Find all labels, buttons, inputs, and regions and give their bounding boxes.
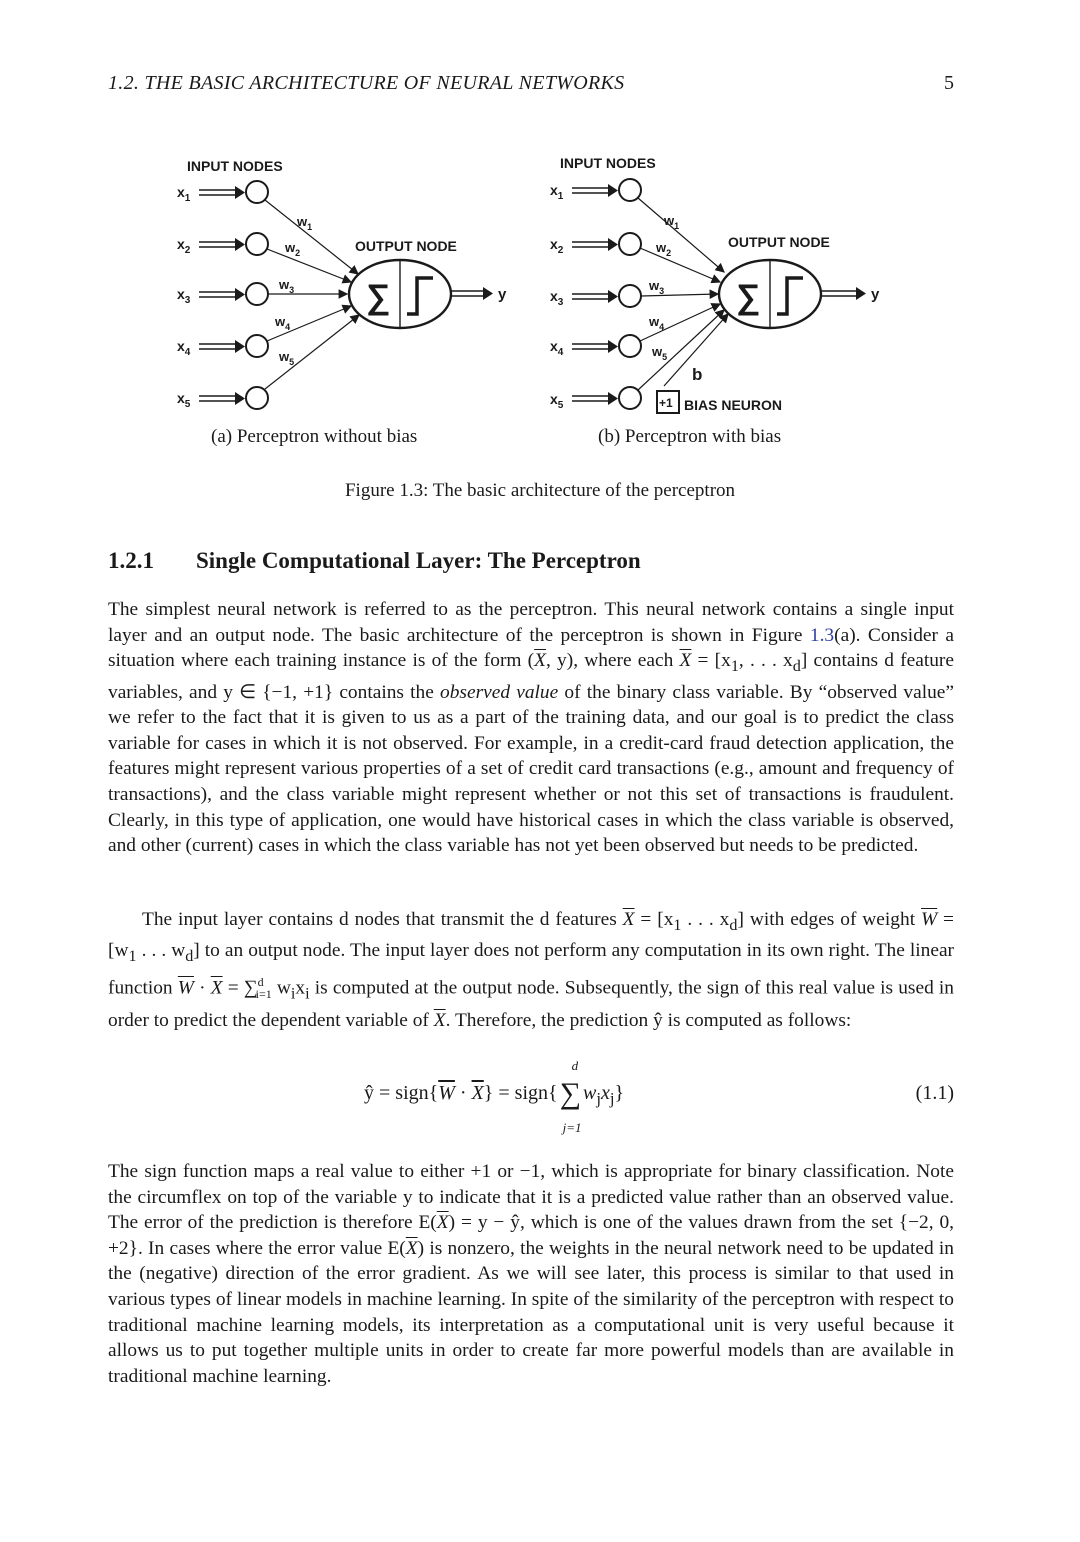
- output-label: y: [871, 286, 880, 303]
- input-label: $x_3$: [550, 288, 564, 308]
- section-number: 1.2.1: [108, 548, 154, 573]
- input-label: $x_5$: [177, 390, 191, 410]
- equation-1-1: [108, 1058, 954, 1138]
- input-label: $x_2$: [550, 236, 564, 256]
- input-label: $x_3$: [177, 286, 191, 306]
- input-row-3: [177, 283, 268, 306]
- input-row-5: [177, 387, 268, 410]
- paragraph-2: The input layer contains d nodes that transmit the d features $\overline{X} = [x_1$ . . . $x_d$] with edges of weight $\overline{W} = [w_1$ . . . $w_d$] to an output node. The input layer does not perform any computation in its own right. The linear function $\overline{W} \cdot \overline{X} = \sum^d_{i=1}$ $w_ix_i$ is computed at the output node. Subsequently, the sign of this real value is used in order to predict the dependent variable of $\overline{X}$. Therefore, the prediction ŷ is computed as follows:: [108, 909, 955, 1031]
- output-node-title: OUTPUT NODE: [728, 234, 830, 250]
- input-row-1: [177, 181, 268, 204]
- subcaption-b: (b) Perceptron with bias: [598, 426, 782, 447]
- input-label: $x_4$: [177, 338, 191, 358]
- figure-caption: Figure 1.3: The basic architecture of the perceptron: [344, 480, 736, 501]
- input-node: [619, 179, 641, 201]
- input-label: $x_2$: [177, 236, 191, 256]
- output-arrow: [821, 287, 866, 300]
- subcaption-a: (a) Perceptron without bias: [211, 426, 418, 447]
- input-row-2: [550, 233, 641, 256]
- running-title: 1.2. THE BASIC ARCHITECTURE OF NEURAL NETWORKS: [108, 72, 625, 94]
- input-node: [246, 387, 268, 409]
- input-row-4: [177, 335, 268, 358]
- input-node: [246, 233, 268, 255]
- perceptron-without-bias-diagram: [175, 148, 505, 416]
- paragraph-3: The sign function maps a real value to either +1 or −1, which is appropriate for binary classification. Note the circumflex on top of the variable y to indicate that it is a predicted value rather than an observed value. The error of the prediction is therefore $E(\overline{X}) = y$ − ŷ, which is one of the values drawn from the set {−2, 0, +2}. In cases where the error value $E(\overline{X})$ is nonzero, the weights in the neural network need to be updated in the (negative) direction of the error gradient. As we will see later, this process is similar to that used in various types of linear models in machine learning. In spite of the similarity of the perceptron with respect to traditional machine learning models, its interpretation as a computational unit is very useful because it allows us to put together multiple units in order to create far more powerful models than are available in traditional machine learning.: [108, 1161, 954, 1387]
- weight-label: $w_3$: [649, 278, 665, 296]
- summation-symbol: ∑: [736, 278, 761, 316]
- weight-label: $w_3$: [279, 277, 295, 295]
- input-node: [246, 335, 268, 357]
- output-node-title: OUTPUT NODE: [355, 238, 457, 254]
- output-node: [349, 260, 451, 328]
- paragraph-1: The simplest neural network is referred to as the perceptron. This neural network contains a single input layer and an output node. The basic architecture of the perceptron is shown in Figure 1.3(a). Consider a situation where each training instance is of the form ($\overline{X}$, y), where each $\overline{X} = [x_1$, . . . $x_d$] contains d feature variables, and y ∈ {−1, +1} contains the observed value of the binary class variable. By “observed value” we refer to the fact that it is given to us as a part of the training data, and our goal is to predict the class variable for cases in which it is not observed. For example, in a credit-card fraud detection application, the features might represent various properties of a set of credit card transactions (e.g., amount and frequency of transactions), and the class variable might represent whether or not this set of transactions is fraudulent. Clearly, in this type of application, one would have historical cases in which the class variable is observed, and other (current) cases in which the class variable has not yet been observed but needs to be predicted.: [108, 599, 954, 857]
- input-node: [619, 233, 641, 255]
- weighted-edges: [638, 198, 728, 390]
- section-title: Single Computational Layer: The Perceptron: [196, 548, 641, 573]
- input-node: [619, 285, 641, 307]
- section-heading: [108, 548, 954, 580]
- input-label: $x_5$: [550, 391, 564, 411]
- input-node: [246, 181, 268, 203]
- weight-label: $w_2$: [656, 240, 672, 258]
- input-row-4: [550, 335, 641, 358]
- input-label: $x_1$: [550, 182, 564, 202]
- summation-operator: d ∑ j=1: [559, 1058, 582, 1135]
- weight-label: $w_1$: [664, 213, 680, 231]
- bias-neuron: [657, 391, 679, 413]
- input-row-3: [550, 285, 641, 308]
- input-node: [619, 387, 641, 409]
- input-nodes-title: INPUT NODES: [187, 158, 283, 174]
- input-row-1: [550, 179, 641, 202]
- input-label: $x_4$: [550, 338, 564, 358]
- weight-label: $w_5$: [652, 344, 668, 362]
- weight-label: $w_2$: [285, 240, 301, 258]
- equation-number: (1.1): [915, 1082, 954, 1104]
- weight-label: $w_4$: [275, 314, 291, 332]
- output-arrow: [451, 287, 493, 300]
- input-node: [619, 335, 641, 357]
- summation-symbol: ∑: [366, 278, 391, 316]
- input-node: [246, 283, 268, 305]
- input-row-5: [550, 387, 641, 411]
- weight-label: $w_1$: [297, 214, 313, 232]
- input-nodes-title: INPUT NODES: [560, 155, 656, 171]
- perceptron-with-bias-diagram: [548, 148, 878, 416]
- output-label: y: [498, 286, 507, 303]
- bias-neuron-label: BIAS NEURON: [684, 397, 783, 413]
- figure-reference-link[interactable]: 1.3: [809, 624, 835, 646]
- bias-value: +1: [659, 396, 673, 410]
- input-label: $x_1$: [177, 184, 191, 204]
- output-node: [719, 260, 821, 328]
- weight-label: $w_4$: [649, 314, 665, 332]
- running-header: [108, 72, 954, 102]
- input-row-2: [177, 233, 268, 256]
- page-number: 5: [944, 72, 954, 94]
- equation-body: ŷ = $sign\{\overline{W} \cdot \overline{X}\}$ = sign{ d ∑ j=1 $w_jx_j$}: [364, 1058, 625, 1135]
- weight-label: $w_5$: [279, 349, 295, 367]
- bias-weight-label: b: [692, 365, 703, 384]
